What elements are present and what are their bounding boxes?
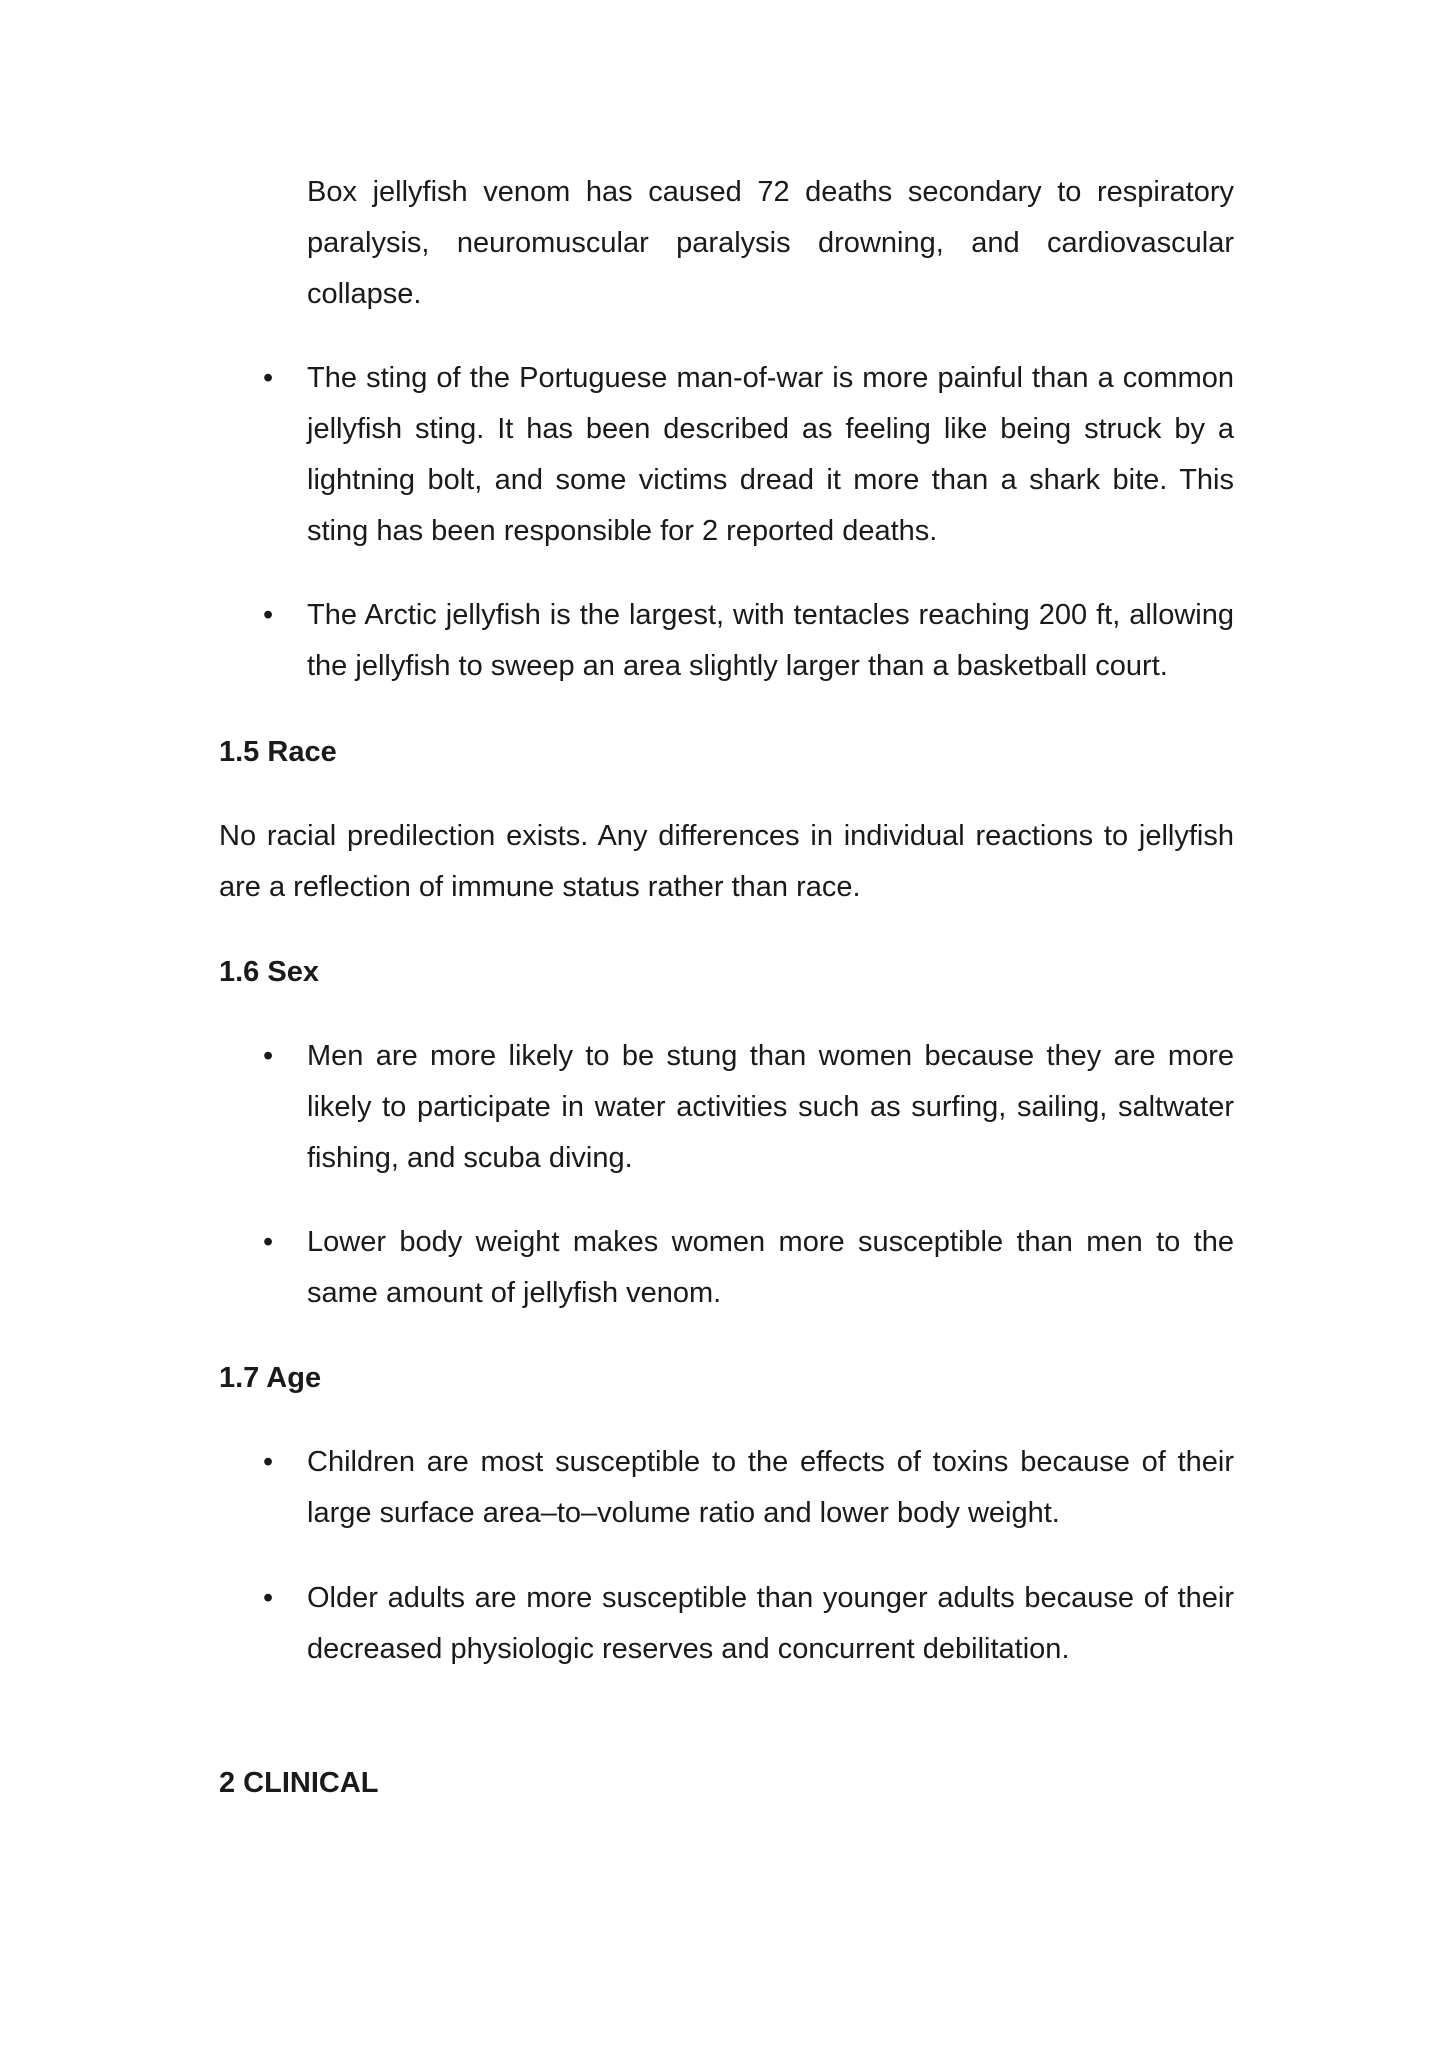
bullet-marker: • — [263, 599, 274, 631]
section-heading-clinical: 2 CLINICAL — [219, 1767, 379, 1799]
continued-list-item-text: Box jellyfish venom has caused 72 deaths secondary to respiratory paralysis, neuromuscular paralysis drowning, and cardiovascular collapse. — [307, 176, 1234, 310]
list-item-arctic-jellyfish: The Arctic jellyfish is the largest, with tentacles reaching 200 ft, allowing the jellyfish to sweep an area slightly larger than a basketball court. — [307, 599, 1234, 682]
race-paragraph: No racial predilection exists. Any differences in individual reactions to jellyfish are a reflection of immune status rather than race. — [219, 820, 1234, 903]
bullet-marker: • — [263, 1226, 274, 1258]
bullet-marker: • — [263, 362, 274, 394]
list-item-women-body-weight: Lower body weight makes women more susceptible than men to the same amount of jellyfish venom. — [307, 1226, 1234, 1309]
list-item-children: Children are most susceptible to the effects of toxins because of their large surface area–to–volume ratio and lower body weight. — [307, 1446, 1234, 1529]
bullet-marker: • — [263, 1040, 274, 1072]
bullet-marker: • — [263, 1582, 274, 1614]
list-item-portuguese-man-of-war: The sting of the Portuguese man-of-war is more painful than a common jellyfish sting. It has been described as feeling like being struck by a lightning bolt, and some victims dread it more than a shark bite. This sting has been responsible for 2 reported deaths. — [307, 362, 1234, 547]
list-item-men-stung: Men are more likely to be stung than women because they are more likely to participate in water activities such as surfing, sailing, saltwater fishing, and scuba diving. — [307, 1040, 1234, 1174]
section-heading-race: 1.5 Race — [219, 736, 337, 768]
section-heading-age: 1.7 Age — [219, 1362, 322, 1394]
bullet-marker: • — [263, 1446, 274, 1478]
section-heading-sex: 1.6 Sex — [219, 956, 319, 988]
list-item-older-adults: Older adults are more susceptible than younger adults because of their decreased physiologic reserves and concurrent debilitation. — [307, 1582, 1234, 1665]
